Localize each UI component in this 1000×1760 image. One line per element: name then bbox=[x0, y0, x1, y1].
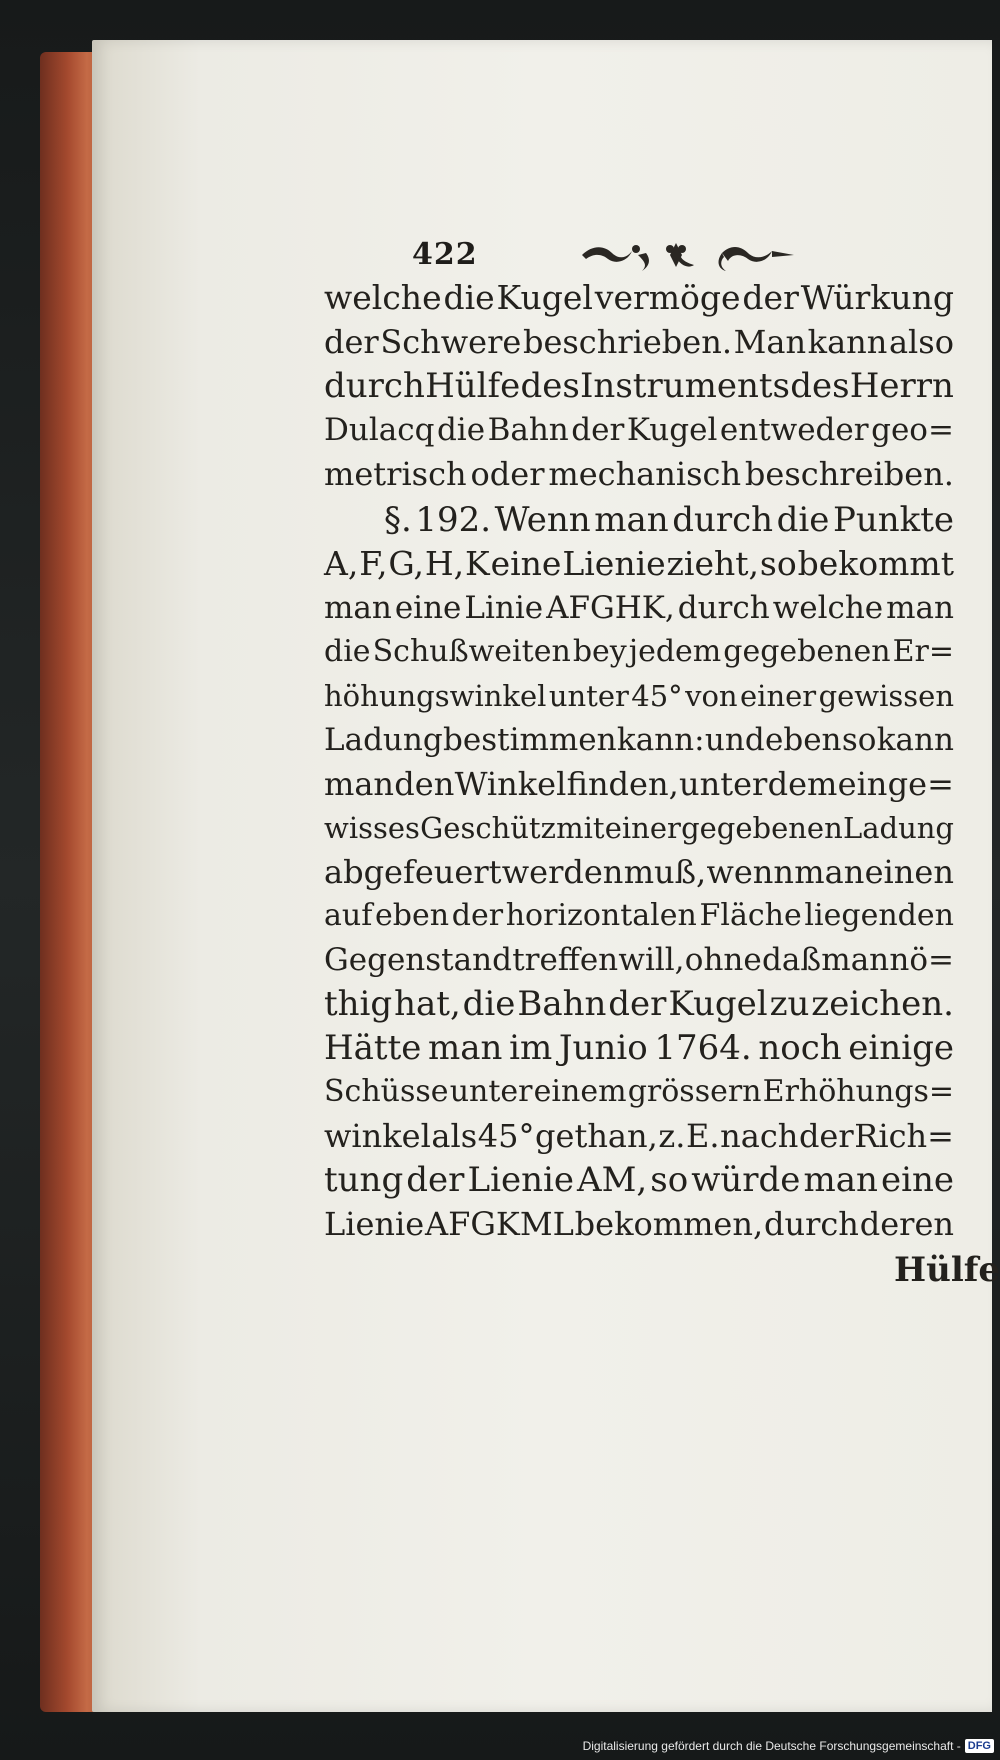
text-line: man den Winkel finden, unter dem ein ge= bbox=[324, 765, 954, 803]
text-line: welche die Kugel vermöge der Würkung bbox=[324, 278, 954, 317]
text-line: Hätte man im Junio 1764. noch einige bbox=[324, 1028, 954, 1068]
text-line: Lienie AFGKML bekommen, durch deren bbox=[324, 1205, 954, 1243]
text-line: tung der Lienie AM, so würde man eine bbox=[324, 1160, 954, 1200]
text-line: auf eben der horizontalen Fläche liegenden bbox=[324, 898, 954, 933]
text-line: winkel als 45° gethan, z. E. nach der Rich= bbox=[324, 1117, 954, 1155]
text-line: metrisch oder mechanisch beschreiben. bbox=[324, 455, 954, 493]
text-line: höhungswinkel unter 45° von einer gewissen bbox=[324, 679, 954, 713]
text-line: Dulacq die Bahn der Kugel entweder geo= bbox=[324, 412, 954, 448]
text-line: thig hat, die Bahn der Kugel zu zeichen. bbox=[324, 984, 954, 1024]
book-page bbox=[92, 40, 1000, 1712]
text-line: durch Hülfe des Instruments des Herrn bbox=[324, 366, 954, 406]
text-line: A, F, G, H, K eine Lienie zieht, so bekommt bbox=[324, 544, 954, 583]
text-line: der Schwere beschrieben. Man kann also bbox=[324, 323, 954, 361]
text-line: Ladung bestimmen kann: und eben so kann bbox=[324, 722, 954, 758]
text-line: man eine Linie AFGHK, durch welche man bbox=[324, 590, 954, 626]
catchword: Hülfe bbox=[894, 1250, 1000, 1290]
text-line: §. 192. Wenn man durch die Punkte bbox=[384, 500, 954, 540]
printer-ornament-icon bbox=[572, 231, 812, 279]
credit-text: Digitalisierung gefördert durch die Deutsche Forschungsgemeinschaft - bbox=[582, 1739, 961, 1753]
text-line: Gegenstand treffen will, ohne daß man nö= bbox=[324, 942, 954, 978]
text-line: abgefeuert werden muß, wenn man einen bbox=[324, 853, 954, 891]
text-line: die Schußweiten bey jedem gegebenen Er= bbox=[324, 634, 954, 669]
digitization-credit bbox=[583, 1736, 994, 1756]
text-line: Schüsse unter einem grössern Erhöhungs= bbox=[324, 1074, 954, 1109]
text-line: wisses Geschütz mit einer gegebenen Ladung bbox=[324, 811, 954, 845]
dfg-logo[interactable]: DFG bbox=[965, 1739, 994, 1753]
page-number: 422 bbox=[412, 237, 478, 272]
